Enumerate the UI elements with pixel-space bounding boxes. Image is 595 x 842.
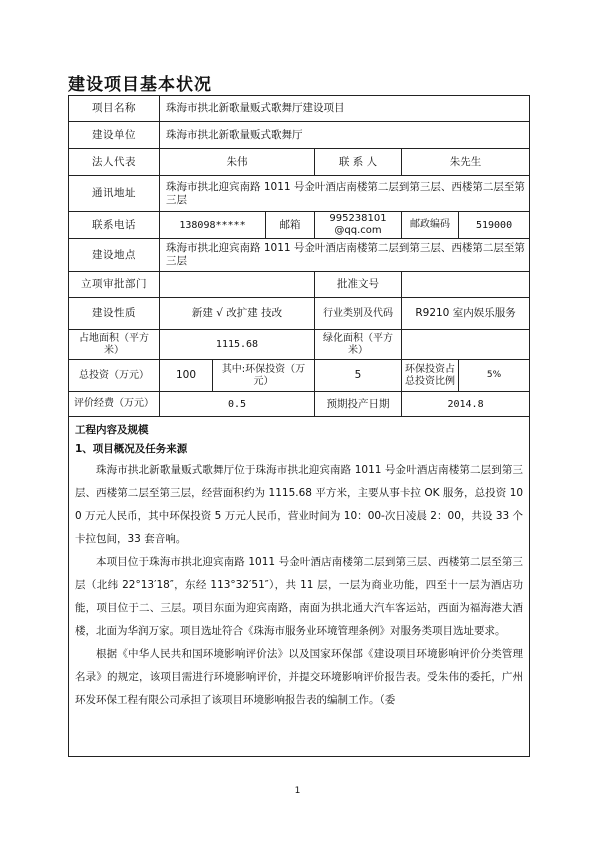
eval-fee-label: 评价经费（万元） <box>69 392 160 417</box>
site-value: 珠海市拱北迎宾南路 1011 号金叶酒店南楼第二层到第三层、西楼第二层至第三层 <box>160 239 530 272</box>
row-approval <box>69 272 530 298</box>
row-project-name <box>69 96 530 122</box>
approval-value <box>160 272 315 298</box>
row-site <box>69 239 530 272</box>
row-builder <box>69 122 530 149</box>
phone-value: 138098***** <box>160 212 266 239</box>
row-phone <box>69 212 530 239</box>
content-paragraph: 根据《中华人民共和国环境影响评价法》以及国家环保部《建设项目环境影响评价分类管理名录》的规定，该项目需进行环境影响评价，并提交环境影响评价报告表。受朱伟的委托，广州环发环保工程有限公司承担了该项目环境影响报告表的编制工作。（委 <box>75 648 524 706</box>
builder-label: 建设单位 <box>69 122 160 149</box>
address-label: 通讯地址 <box>69 176 160 212</box>
page-title: 建设项目基本状况 <box>68 75 212 95</box>
page-number: 1 <box>294 786 301 796</box>
row-legal-rep <box>69 149 530 176</box>
green-value <box>402 330 530 360</box>
content-paragraph: 本项目位于珠海市拱北迎宾南路 1011 号金叶酒店南楼第二层到第三层、西楼第二层至第三层（北纬 22°13′18″，东经 113°32′51″），共 11 层，一层为商业功能，四至十一层为酒店功能，项目位于二、三层。项目东面为迎宾南路，南面为拱北通大汽车客运站，西面为福海港大酒楼，北面为华润万家。项目选址符合《珠海市服务业环境管理条例》对服务类项目选址要求。 <box>75 556 524 637</box>
content-subheading: 1、项目概况及任务来源 <box>75 443 188 455</box>
row-investment <box>69 360 530 392</box>
phone-label: 联系电话 <box>69 212 160 239</box>
approval-doc-value <box>402 272 530 298</box>
postcode-value: 519000 <box>459 212 530 239</box>
production-date-value: 2014.8 <box>402 392 530 417</box>
row-eval-fee <box>69 392 530 417</box>
address-value: 珠海市拱北迎宾南路 1011 号金叶酒店南楼第二层到第三层、西楼第二层至第三层 <box>160 176 530 212</box>
green-label: 绿化面积（平方米） <box>315 330 402 360</box>
project-name-value: 珠海市拱北新歌量贩式歌舞厅建设项目 <box>160 96 530 122</box>
site-label: 建设地点 <box>69 239 160 272</box>
industry-value: R9210 室内娱乐服务 <box>402 298 530 330</box>
env-ratio-label: 环保投资占总投资比例 <box>402 360 459 392</box>
nature-value: 新建 √ 改扩建 技改 <box>160 298 315 330</box>
env-investment-value: 5 <box>315 360 402 392</box>
env-investment-label: 其中:环保投资（万元） <box>213 360 315 392</box>
production-date-label: 预期投产日期 <box>315 392 402 417</box>
email-label: 邮箱 <box>266 212 315 239</box>
area-value: 1115.68 <box>160 330 315 360</box>
contact-label: 联 系 人 <box>315 149 402 176</box>
row-area <box>69 330 530 360</box>
legal-rep-value: 朱伟 <box>160 149 315 176</box>
project-name-label: 项目名称 <box>69 96 160 122</box>
content-cell <box>69 417 530 757</box>
row-nature <box>69 298 530 330</box>
basic-info-table <box>68 95 530 757</box>
investment-label: 总投资（万元） <box>69 360 160 392</box>
content-paragraph: 珠海市拱北新歌量贩式歌舞厅位于珠海市拱北迎宾南路 1011 号金叶酒店南楼第二层到第三层、西楼第二层至第三层，经营面积约为 1115.68 平方米，主要从事卡拉 OK 服务，总投资 100 万元人民币，其中环保投资 5 万元人民币，营业时间为 10：00-次日凌晨 2：00，共设 33 个卡拉包间，33 套音响。 <box>75 464 524 545</box>
contact-value: 朱先生 <box>402 149 530 176</box>
postcode-label: 邮政编码 <box>402 212 459 239</box>
builder-value: 珠海市拱北新歌量贩式歌舞厅 <box>160 122 530 149</box>
eval-fee-value: 0.5 <box>160 392 315 417</box>
nature-label: 建设性质 <box>69 298 160 330</box>
approval-label: 立项审批部门 <box>69 272 160 298</box>
env-ratio-value: 5% <box>459 360 530 392</box>
approval-doc-label: 批准文号 <box>315 272 402 298</box>
legal-rep-label: 法人代表 <box>69 149 160 176</box>
row-address <box>69 176 530 212</box>
row-content <box>69 417 530 757</box>
email-value: 995238101 @qq.com <box>315 212 402 239</box>
industry-label: 行业类别及代码 <box>315 298 402 330</box>
area-label: 占地面积（平方米） <box>69 330 160 360</box>
investment-value: 100 <box>160 360 213 392</box>
content-heading: 工程内容及规模 <box>75 424 149 436</box>
